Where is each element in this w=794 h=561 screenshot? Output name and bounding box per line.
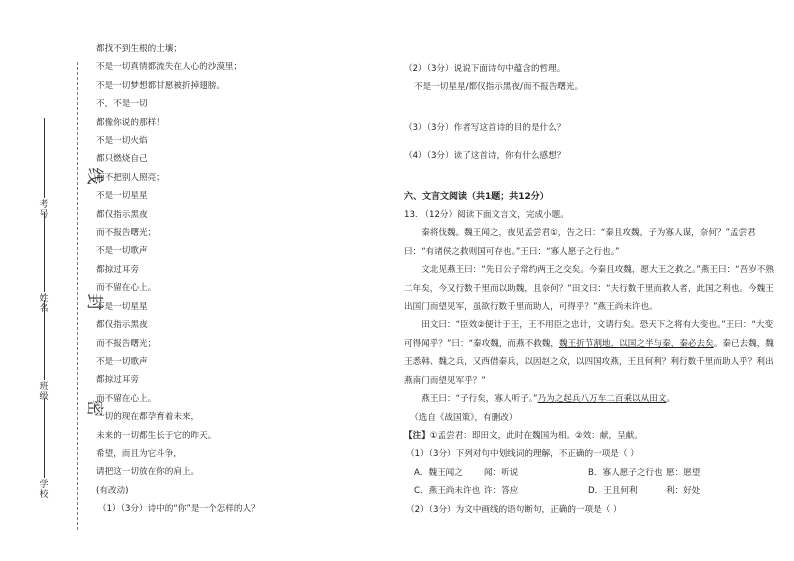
passage-paragraph-2: 文北见燕王曰：“先日公子常约两王之交矣。今秦且攻魏，愿大王之救之。”燕王曰：“吾岁不熟二年矣，今又行数千里而以助魏，且奈何？”田文曰：“夫行数千里而救人者，此国之利也。今魏王出国门而望见军，虽欲行数千里而助人，可得乎？”燕王尚未许也。 xyxy=(404,265,774,313)
poem-line: 都掠过耳旁 xyxy=(96,375,139,386)
question-1: （1）（3分）诗中的“你”是一个怎样的人？ xyxy=(98,504,260,515)
name-line xyxy=(44,212,45,292)
option-b-gloss: 愿：愿望 xyxy=(666,467,701,478)
poem-line: 而不报告曙光； xyxy=(96,228,157,239)
passage-paragraph-1: 秦将伐魏。魏王闻之，夜见孟尝君①，告之曰：“秦且攻魏，子为寡人谋，奈何？”孟尝君曰：“有诸侯之救则国可存也。”王曰：“寡人愿子之行也。” xyxy=(404,228,756,257)
poem-line: 希望，而且为它斗争， xyxy=(96,448,182,459)
poem-line: 而不留在心上。 xyxy=(96,393,157,404)
poem-line: 都找不到生根的土壤； xyxy=(96,44,182,54)
passage-text: 。秦已去魏，魏王悉韩、魏之兵，又西借秦兵，以因赵之众，以四国攻燕，王且何利？利行数千里而助人乎？利出燕南门而望见军乎？” xyxy=(404,338,774,386)
poem-line: 不是一切星星 xyxy=(96,301,148,312)
passage-text: 。 xyxy=(666,394,676,405)
section-title: 六、文言文阅读（共1题；共12分） xyxy=(404,191,549,202)
poem-line: 未来的一切都生长于它的昨天。 xyxy=(96,430,217,441)
poem-source-note: (有改动) xyxy=(96,485,129,496)
poem-line: 请把这一切放在你的肩上。 xyxy=(96,467,200,478)
school-label: 学校 xyxy=(39,480,49,500)
poem-line: 不是一切梦想都甘愿被折掉翅膀。 xyxy=(96,80,225,91)
seal-char-line: 线 xyxy=(84,167,104,185)
poem-line: 而不报告曙光； xyxy=(96,338,157,349)
annotation-label: 【注】 xyxy=(404,430,430,441)
option-c-gloss: 许：答应 xyxy=(484,486,519,497)
poem-line: 一切的现在都孕育着未来， xyxy=(96,412,200,423)
poem-line: 而不留在心上。 xyxy=(96,283,157,294)
option-a[interactable]: A．魏王闻之 xyxy=(414,467,463,478)
question-2: （2）（3分）说说下面诗句中蕴含的哲理。 xyxy=(404,64,566,74)
poem-line: 都掠过耳旁 xyxy=(96,264,139,275)
underlined-sentence: 魏王折节割地，以国之半与秦，秦必去 xyxy=(559,338,706,349)
annotation xyxy=(404,427,776,445)
poem-line: 而不把别人照亮； xyxy=(96,172,165,183)
options-row-1 xyxy=(404,464,776,482)
passage-text: 田文曰：“臣效②便计于王，王不用臣之忠计，文请行矣。恐天下之将有大变也。”王曰：“大变可得闻乎？”曰：“秦攻魏，而燕不救魏， xyxy=(404,320,774,349)
underlined-sentence-end: 矣 xyxy=(705,338,714,349)
question-3: （3）（3分）作者写这首诗的目的是什么？ xyxy=(404,122,566,133)
passage-paragraph-4 xyxy=(404,390,776,408)
name-field[interactable] xyxy=(30,212,60,314)
poem-line: 都仅指示黑夜 xyxy=(96,320,148,331)
school-line xyxy=(44,398,45,478)
exam-number-label: 考号 xyxy=(39,200,49,220)
passage-paragraph-3 xyxy=(404,316,776,390)
poem-line: 都只燃烧自己 xyxy=(96,154,148,165)
option-d-gloss: 利：好处 xyxy=(666,486,701,497)
question-2-quote: 不是一切星星/都仅指示黑夜/而不报告曙光。 xyxy=(414,82,584,93)
option-a-gloss: 闻：听说 xyxy=(484,467,519,478)
school-field[interactable] xyxy=(30,398,60,500)
poem-line: 不，不是一切 xyxy=(96,99,148,110)
question-4: （4）（3分）读了这首诗，你有什么感想？ xyxy=(404,151,566,162)
exam-number-line xyxy=(44,118,45,198)
sub-question-1: （1）（3分）下列对句中划线词的理解，不正确的一项是（ ） xyxy=(406,449,639,460)
options-row-2 xyxy=(404,482,776,500)
poem-column xyxy=(96,40,386,519)
poem-line: 不是一切真情都流失在人心的沙漠里； xyxy=(96,62,243,73)
binding-dashed-line xyxy=(77,62,78,530)
questions-column xyxy=(404,60,776,519)
name-label: 姓名 xyxy=(39,294,49,314)
seal-char-seal: 封 xyxy=(84,293,104,311)
option-b[interactable]: B．寡人愿子之行也 xyxy=(588,467,663,478)
poem-line: 不是一切歌声 xyxy=(96,356,148,367)
poem-line: 不是一切星星 xyxy=(96,191,148,202)
sub-question-2: （2）（3分）为文中画线的语句断句，正确的一项是（ ） xyxy=(406,504,622,515)
class-label: 班级 xyxy=(39,382,49,402)
question-13: 13. （12分）阅读下面文言文，完成小题。 xyxy=(404,210,569,221)
underlined-sentence: 乃为之起兵八万车二百乘以从田文 xyxy=(537,394,667,405)
poem-line: 不是一切歌声 xyxy=(96,246,148,257)
seal-char-secret: 密 xyxy=(84,399,104,417)
passage-source: （选自《战国策》，有删改） xyxy=(410,412,518,423)
annotation-text: ①孟尝君：即田文，此时在魏国为相。②效：献，呈献。 xyxy=(429,430,643,441)
passage-text: 燕王曰：“子行矣，寡人听子。” xyxy=(421,394,538,405)
exam-number-field[interactable] xyxy=(30,118,60,220)
poem-line: 都仅指示黑夜 xyxy=(96,209,148,220)
class-field[interactable] xyxy=(30,300,60,402)
option-c[interactable]: C．燕王尚未许也 xyxy=(414,486,481,497)
class-line xyxy=(44,300,45,380)
poem-line: 不是一切火焰 xyxy=(96,136,148,147)
poem-line: 都像你说的那样！ xyxy=(96,117,165,128)
option-d[interactable]: D．王且何利 xyxy=(588,486,638,497)
